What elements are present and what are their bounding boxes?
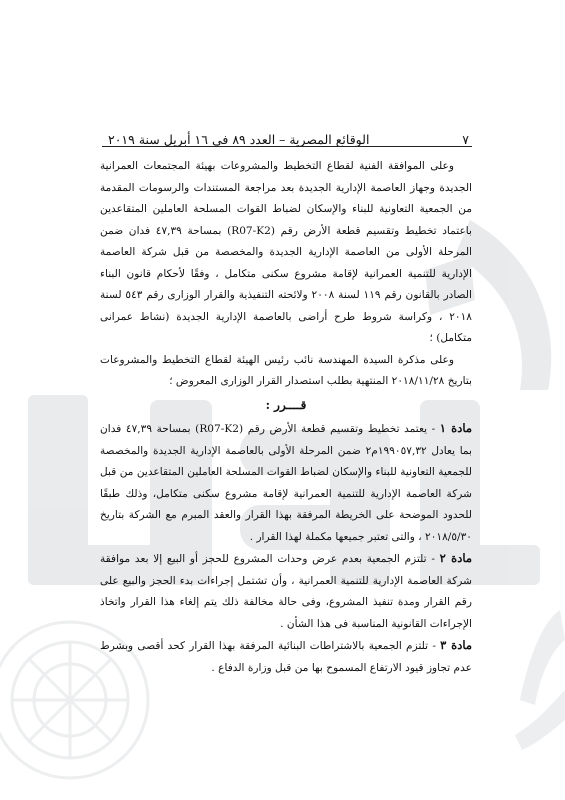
article-2-text: - تلتزم الجمعية بعدم عرض وحدات المشروع للحجز أو البيع إلا بعد موافقة شركة العاصمة الإدارية للتنمية العمرانية ، وأن تشتمل إجراءات بدء الحجز والبيع على رقم القرار ومدة تنفيذ المشروع، وفى حالة مخالفة ذلك يتم إلغاء هذا القرار واتخاذ الإجراءات القانونية المناسبة فى هذا الشأن . xyxy=(100,553,472,630)
document-body xyxy=(100,156,472,679)
article-1 xyxy=(100,418,472,548)
paragraph-memo: وعلى مذكرة السيدة المهندسة نائب رئيس الهيئة لقطاع التخطيط والمشروعات بتاريخ ٢٠١٨/١١/٢٨ المنتهية بطلب استصدار القرار الوزارى المعروض ؛ xyxy=(100,353,472,387)
header-title: الوقائع المصرية – العدد ٨٩ فى ١٦ أبريل سنة ٢٠١٩ xyxy=(108,132,370,147)
article-1-text: - يعتمد تخطيط وتقسيم قطعة الأرض رقم (R07-K2) بمساحة ٤٧,٣٩ فدان بما يعادل ١٩٩٠٥٧,٣٢م٢ ضمن المرحلة الأولى بالعاصمة الإدارية الجديدة والمخصصة للجمعية التعاونية للبناء والإسكان لضباط القوات المسلحة العاملين المتقاعدين من قبل شركة العاصمة الإدارية للتنمية العمرانية لإقامة مشروع سكنى متكامل، وذلك طبقًا للحدود الموضحة على الخريطة المرفقة بهذا القرار والعقد المبرم مع الشركة بتاريخ ٢٠١٨/٥/٣٠ ، والتى تعتبر جميعها مكملة لهذا القرار . xyxy=(100,423,472,543)
page-number: ٧ xyxy=(462,132,469,147)
article-1-label: مادة ١ xyxy=(439,421,472,435)
paragraph-technical-approval: وعلى الموافقة الفنية لقطاع التخطيط والمشروعات بهيئة المجتمعات العمرانية الجديدة وجهاز العاصمة الإدارية الجديدة بعد مراجعة المستندات والرسومات المقدمة من الجمعية التعاونية للبناء والإسكان لضباط القوات المسلحة العاملين المتقاعدين باعتماد تخطيط وتقسيم قطعة الأرض رقم (R07-K2) بمساحة ٤٧,٣٩ فدان ضمن المرحلة الأولى من العاصمة الإدارية الجديدة والمخصصة من قبل شركة العاصمة الإدارية للتنمية العمرانية لإقامة مشروع سكنى متكامل ، وفقًا لأحكام قانون البناء الصادر بالقانون رقم ١١٩ لسنة ٢٠٠٨ ولائحته التنفيذية والقرار الوزارى رقم ٥٤٣ لسنة ٢٠١٨ ، وكراسة شروط طرح أراضى بالعاصمة الإدارية الجديدة (نشاط عمرانى متكامل) ؛ xyxy=(100,160,472,344)
article-3-label: مادة ٣ xyxy=(440,638,472,652)
page-header xyxy=(108,127,469,147)
decision-title: قــــرر : xyxy=(265,397,307,412)
article-3 xyxy=(100,635,472,679)
article-2 xyxy=(100,548,472,635)
article-3-text: - تلتزم الجمعية بالاشتراطات البنائية المرفقة بهذا القرار كحد أقصى وبشرط عدم تجاوز قيود الارتفاع المسموح بها من قبل وزارة الدفاع . xyxy=(100,640,472,674)
article-2-label: مادة ٢ xyxy=(439,551,472,565)
header-divider xyxy=(102,146,472,147)
